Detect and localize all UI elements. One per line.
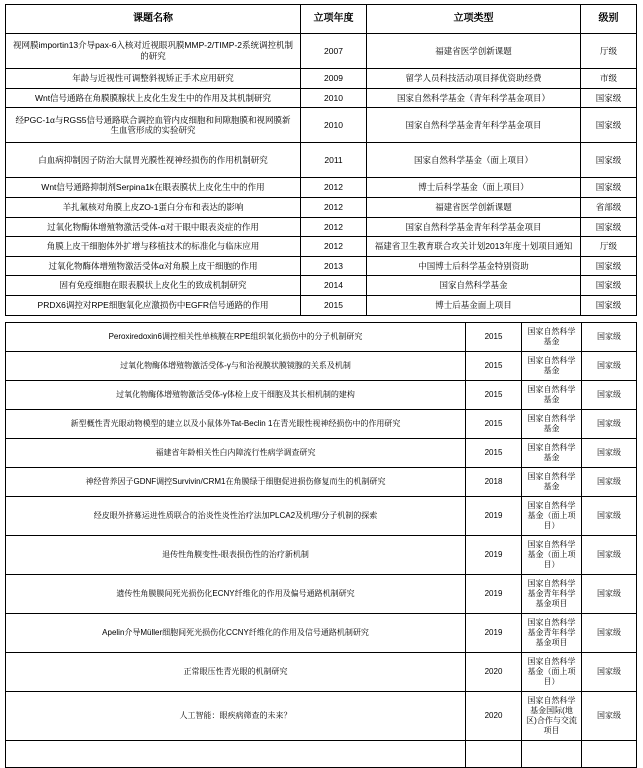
cell-project-year: 2012 xyxy=(301,178,367,198)
cell-project-name: 角膜上皮干细胞体外扩增与移植技术的标准化与临床应用 xyxy=(6,237,301,257)
cell-project-level: 国家级 xyxy=(582,613,637,652)
table-row xyxy=(6,351,637,380)
cell-project-type: 国家自然科学基金 xyxy=(522,322,582,351)
cell-project-type: 留学人员科技活动项目择优资助经费 xyxy=(367,69,581,89)
table-row xyxy=(6,691,637,740)
cell-project-name: 经皮眼外挤募运进性质联合的治炎性炎性治疗法加PLCA2及机理/分子机制的探索 xyxy=(6,496,466,535)
cell-project-level: 国家级 xyxy=(581,88,637,108)
column-header-year: 立项年度 xyxy=(301,5,367,34)
cell-project-level: 国家级 xyxy=(581,296,637,316)
table-row xyxy=(6,256,637,276)
cell-project-year: 2015 xyxy=(466,438,522,467)
cell-project-name: 过氧化物酶体增殖物激活受体-γ体检上皮干细胞及其长相机制的建构 xyxy=(6,380,466,409)
cell-project-name: 新型概性青光眼动物模型的建立以及小鼠体外Tat-Beclin 1在青光眼性视神经损伤中的作用研究 xyxy=(6,409,466,438)
column-header-name: 课题名称 xyxy=(6,5,301,34)
cell-project-level: 国家级 xyxy=(582,351,637,380)
cell-project-level: 国家级 xyxy=(581,217,637,237)
cell-project-type: 国家自然科学基金青年科学基金项目 xyxy=(367,217,581,237)
cell-project-type: 博士后科学基金（面上项目） xyxy=(367,178,581,198)
cell-project-type: 福建省卫生教育联合攻关计划2013年度十划项目通知 xyxy=(367,237,581,257)
cell-project-name: 固有免疫细胞在眼表膜状上皮化生的致成机制研究 xyxy=(6,276,301,296)
cell-project-type: 博士后基金面上项目 xyxy=(367,296,581,316)
research-projects-document xyxy=(0,4,643,735)
cell-project-year: 2010 xyxy=(301,88,367,108)
cell-project-type: 国家自然科学基金 xyxy=(367,276,581,296)
table-row xyxy=(6,296,637,316)
table-row xyxy=(6,438,637,467)
cell-project-name: 视网膜importin13介导pax-6入核对近视眼巩膜MMP-2/TIMP-2系统调控机制的研究 xyxy=(6,34,301,69)
table-row xyxy=(6,652,637,691)
column-header-level: 级别 xyxy=(581,5,637,34)
cell-project-year: 2020 xyxy=(466,652,522,691)
table-row xyxy=(6,380,637,409)
cell-project-name: 福建省年龄相关性白内障流行性病学调查研究 xyxy=(6,438,466,467)
cell-project-year: 2015 xyxy=(466,351,522,380)
cell-project-type: 国家自然科学基金 xyxy=(522,351,582,380)
cell-project-level: 国家级 xyxy=(582,574,637,613)
table-row xyxy=(6,276,637,296)
cell-project-level: 国家级 xyxy=(581,256,637,276)
table-row xyxy=(6,69,637,89)
cell-empty xyxy=(522,740,582,767)
table-row xyxy=(6,143,637,178)
cell-project-year: 2011 xyxy=(301,143,367,178)
cell-project-type: 国家自然科学基金青年科学基金项目 xyxy=(522,613,582,652)
cell-project-level: 国家级 xyxy=(582,438,637,467)
cell-project-name: 经PGC-1α与RGS5信号通路联合调控血管内皮细胞和间隙胞膜和视网膜新生血管形成的实验研究 xyxy=(6,108,301,143)
cell-project-year: 2012 xyxy=(301,197,367,217)
cell-project-type: 国家自然科学基金（青年科学基金项目） xyxy=(367,88,581,108)
cell-project-level: 厅级 xyxy=(581,34,637,69)
cell-project-year: 2019 xyxy=(466,535,522,574)
table-row xyxy=(6,197,637,217)
cell-project-name: 正常眼压性青光眼的机制研究 xyxy=(6,652,466,691)
cell-project-type: 国家自然科学基金 xyxy=(522,467,582,496)
cell-project-type: 国家自然科学基金（面上项目） xyxy=(367,143,581,178)
cell-project-level: 国家级 xyxy=(581,178,637,198)
table-row-empty xyxy=(6,740,637,767)
cell-project-year: 2012 xyxy=(301,217,367,237)
cell-project-level: 国家级 xyxy=(581,108,637,143)
cell-empty xyxy=(582,740,637,767)
cell-project-level: 国家级 xyxy=(582,380,637,409)
cell-project-level: 国家级 xyxy=(581,143,637,178)
cell-project-type: 国家自然科学基金青年科学基金项目 xyxy=(367,108,581,143)
cell-project-name: 羊扎氟核对角膜上皮ZO-1蛋白分布和表达的影响 xyxy=(6,197,301,217)
cell-project-type: 国家自然科学基金 xyxy=(522,438,582,467)
cell-project-year: 2015 xyxy=(301,296,367,316)
cell-project-level: 国家级 xyxy=(581,276,637,296)
cell-project-year: 2015 xyxy=(466,380,522,409)
table-header-row xyxy=(6,5,637,34)
cell-project-name: 遗传性角膜膜间死光损伤化ECNY纤维化的作用及偏号通路机制研究 xyxy=(6,574,466,613)
cell-project-type: 国家自然科学基金国际(地区)合作与交流项目 xyxy=(522,691,582,740)
column-header-type: 立项类型 xyxy=(367,5,581,34)
cell-project-year: 2009 xyxy=(301,69,367,89)
cell-empty xyxy=(6,740,466,767)
cell-project-type: 国家自然科学基金（面上项目） xyxy=(522,535,582,574)
cell-project-year: 2007 xyxy=(301,34,367,69)
table-row xyxy=(6,574,637,613)
cell-project-level: 国家级 xyxy=(582,535,637,574)
table-row xyxy=(6,409,637,438)
cell-project-name: Apelin介导Müller细胞间死光损伤化CCNY纤维化的作用及信号通路机制研究 xyxy=(6,613,466,652)
cell-project-name: 神经营养因子GDNF调控Survivin/CRM1在角膜绿于细胞促进损伤修复而生的机制研究 xyxy=(6,467,466,496)
table-row xyxy=(6,88,637,108)
cell-project-name: 人工智能：眼疾病筛查的未来？ xyxy=(6,691,466,740)
cell-project-year: 2014 xyxy=(301,276,367,296)
cell-project-type: 国家自然科学基金（面上项目） xyxy=(522,652,582,691)
cell-project-year: 2018 xyxy=(466,467,522,496)
cell-project-name: Wnt信号通路在角膜膜腺状上皮化生发生中的作用及其机制研究 xyxy=(6,88,301,108)
cell-project-year: 2019 xyxy=(466,496,522,535)
cell-empty xyxy=(466,740,522,767)
cell-project-name: Wnt信号通路抑制剂Serpina1k在眼表膜状上皮化生中的作用 xyxy=(6,178,301,198)
cell-project-name: 过氧化物酶体增殖物激活受体-α对干眼中眼表炎症的作用 xyxy=(6,217,301,237)
table-row xyxy=(6,217,637,237)
cell-project-year: 2010 xyxy=(301,108,367,143)
table-row xyxy=(6,322,637,351)
cell-project-type: 国家自然科学基金（面上项目） xyxy=(522,496,582,535)
cell-project-level: 厅级 xyxy=(581,237,637,257)
table-row xyxy=(6,496,637,535)
table-row xyxy=(6,108,637,143)
cell-project-type: 国家自然科学基金 xyxy=(522,380,582,409)
cell-project-level: 国家级 xyxy=(582,496,637,535)
table-row xyxy=(6,34,637,69)
table-row xyxy=(6,467,637,496)
cell-project-name: 年龄与近视性可调整斜视矫正手术应用研究 xyxy=(6,69,301,89)
cell-project-level: 省部级 xyxy=(581,197,637,217)
table-row xyxy=(6,178,637,198)
cell-project-name: 过氧化物酶体增殖物激活受体α对角膜上皮干细胞的作用 xyxy=(6,256,301,276)
cell-project-level: 国家级 xyxy=(582,652,637,691)
cell-project-year: 2019 xyxy=(466,574,522,613)
cell-project-year: 2012 xyxy=(301,237,367,257)
cell-project-type: 福建省医学创新课题 xyxy=(367,34,581,69)
cell-project-year: 2020 xyxy=(466,691,522,740)
cell-project-name: PRDX6调控对RPE细胞氧化应激损伤中EGFR信号通路的作用 xyxy=(6,296,301,316)
cell-project-name: 过氧化物酶体增殖物激活受体-γ与和治视膜状膜镜腺的关系及机制 xyxy=(6,351,466,380)
cell-project-type: 国家自然科学基金青年科学基金项目 xyxy=(522,574,582,613)
cell-project-type: 中国博士后科学基金特别资助 xyxy=(367,256,581,276)
cell-project-type: 福建省医学创新课题 xyxy=(367,197,581,217)
cell-project-type: 国家自然科学基金 xyxy=(522,409,582,438)
projects-table-bottom xyxy=(5,322,637,768)
cell-project-level: 市级 xyxy=(581,69,637,89)
table-row xyxy=(6,535,637,574)
cell-project-name: 退传性角膜变性-眼表损伤性的治疗新机制 xyxy=(6,535,466,574)
cell-project-name: 白血病抑制因子防治大鼠胃光膜性视神经损伤的作用机制研究 xyxy=(6,143,301,178)
cell-project-year: 2015 xyxy=(466,409,522,438)
cell-project-level: 国家级 xyxy=(582,409,637,438)
cell-project-level: 国家级 xyxy=(582,691,637,740)
cell-project-year: 2013 xyxy=(301,256,367,276)
cell-project-year: 2015 xyxy=(466,322,522,351)
table-row xyxy=(6,613,637,652)
projects-table-top xyxy=(5,4,637,316)
cell-project-level: 国家级 xyxy=(582,322,637,351)
cell-project-year: 2019 xyxy=(466,613,522,652)
cell-project-name: Peroxiredoxin6调控相关性单核膜在RPE组织氧化损伤中的分子机制研究 xyxy=(6,322,466,351)
table-row xyxy=(6,237,637,257)
cell-project-level: 国家级 xyxy=(582,467,637,496)
